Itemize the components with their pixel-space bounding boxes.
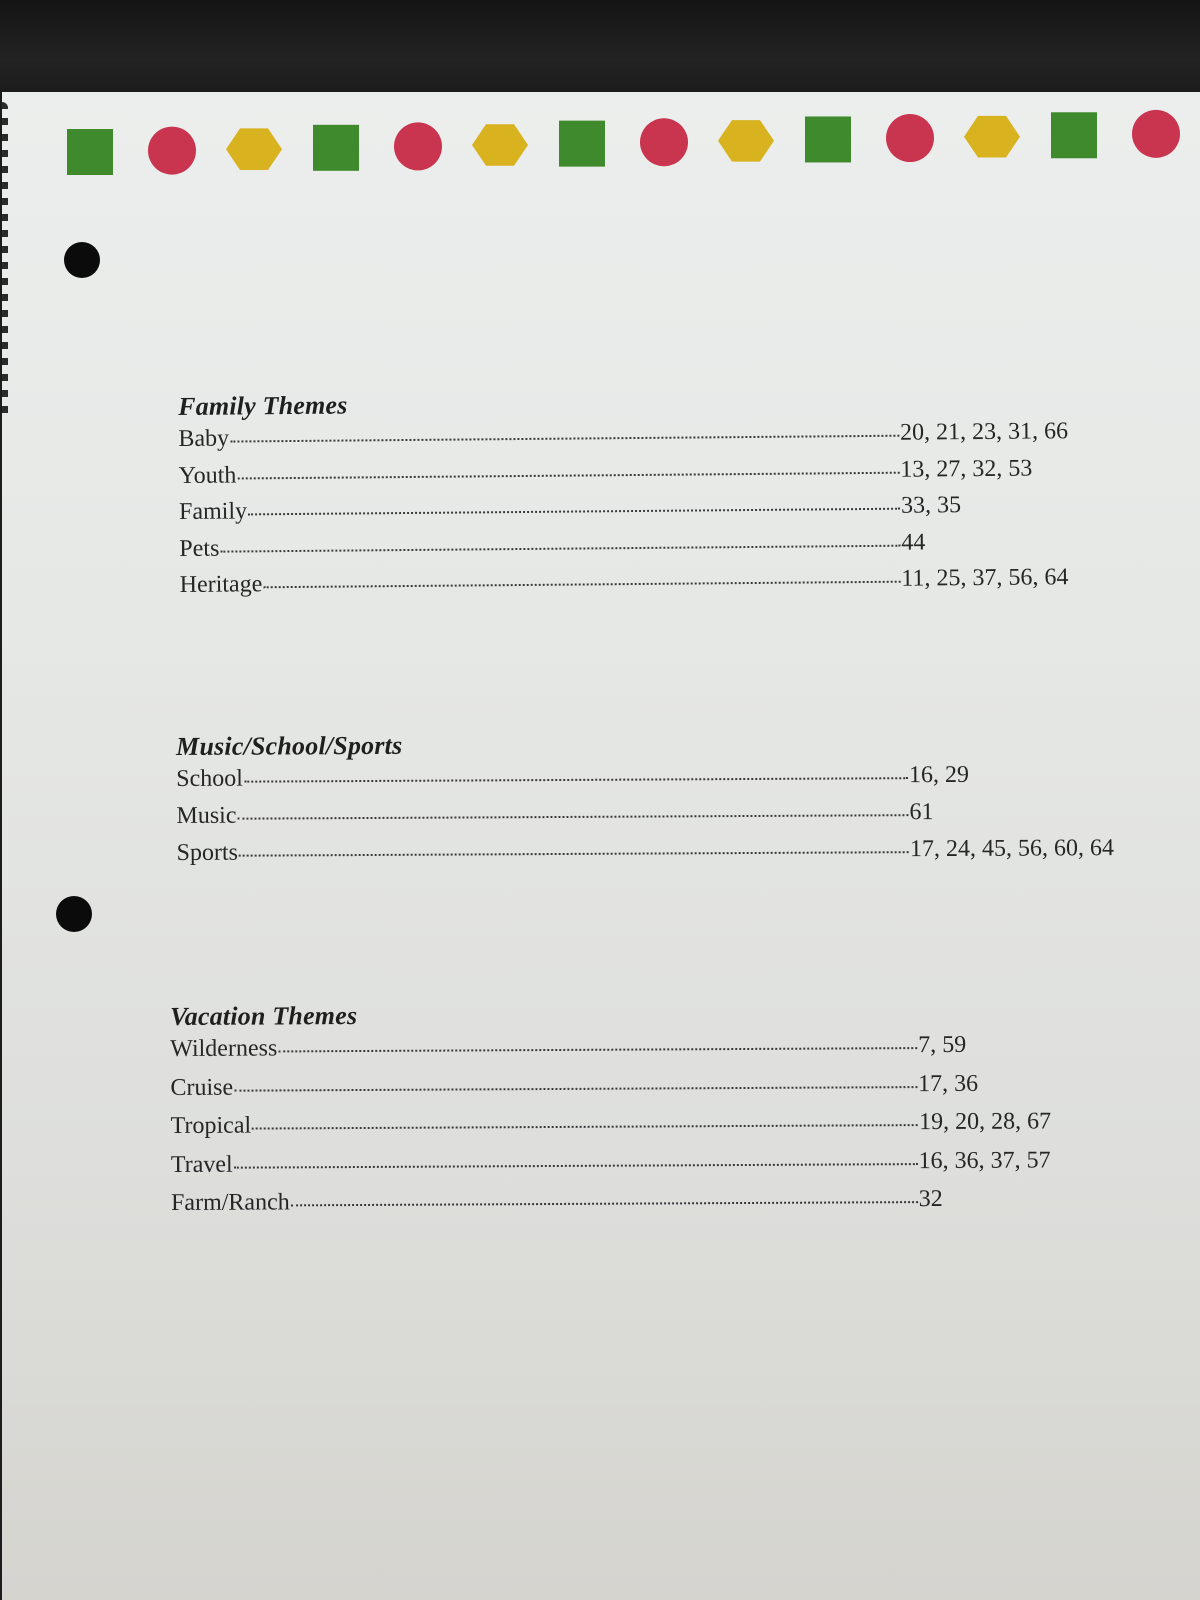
entry-label: Farm/Ranch (170, 1189, 290, 1216)
scrapbook-page (2, 92, 1200, 1600)
entry-pages: 20, 21, 23, 31, 66 (899, 418, 1069, 446)
dot-leader (248, 508, 900, 516)
entry-pages: 11, 25, 37, 56, 64 (901, 564, 1069, 592)
entry-label: Wilderness (170, 1035, 278, 1062)
entry-label: Pets (179, 535, 220, 562)
index-entry (171, 1108, 1111, 1151)
punch-hole (56, 896, 92, 932)
entry-pages: 61 (909, 799, 934, 826)
dot-leader (278, 1047, 917, 1052)
circle-shape-icon (394, 122, 442, 170)
index-entry (180, 564, 1120, 609)
dot-leader (234, 1086, 917, 1092)
section-title: Music/School/Sports (176, 730, 403, 761)
dot-leader (220, 544, 900, 552)
entry-label: Sports (176, 839, 239, 866)
circle-shape-icon (1132, 110, 1180, 158)
entry-label: Baby (178, 425, 230, 452)
entry-label: Cruise (170, 1074, 234, 1101)
entry-pages: 17, 24, 45, 56, 60, 64 (909, 835, 1115, 863)
entry-label: Tropical (170, 1112, 252, 1139)
hexagon-shape-icon (964, 116, 1020, 158)
entry-label: Music (176, 802, 237, 829)
index-entry (176, 761, 1176, 803)
dot-leader (237, 471, 899, 479)
section-music-school-sports (176, 727, 1177, 877)
shape-border-svg (2, 92, 1200, 202)
entry-label: Family (178, 498, 248, 525)
section-vacation-themes (170, 997, 1111, 1228)
circle-shape-icon (640, 118, 688, 166)
index-entry (177, 835, 1177, 877)
square-shape-icon (805, 116, 851, 162)
entry-pages: 32 (918, 1185, 943, 1213)
index-entry (170, 1031, 1110, 1074)
punch-hole (64, 242, 100, 278)
index-entry (170, 1070, 1110, 1113)
entry-pages: 13, 27, 32, 53 (900, 455, 1033, 483)
dot-leader (230, 435, 899, 443)
entry-pages: 16, 36, 37, 57 (918, 1146, 1051, 1174)
entry-pages: 44 (901, 528, 926, 556)
desk-background (0, 0, 1200, 100)
entry-pages: 7, 59 (918, 1031, 967, 1059)
entry-pages: 17, 36 (918, 1070, 979, 1097)
square-shape-icon (559, 121, 605, 167)
hexagon-shape-icon (226, 128, 282, 170)
circle-shape-icon (148, 127, 196, 175)
entry-label: Heritage (179, 571, 263, 598)
dot-leader (252, 1124, 918, 1129)
hexagon-shape-icon (718, 120, 774, 162)
square-shape-icon (67, 129, 113, 175)
entry-label: Travel (170, 1151, 233, 1178)
index-entry (176, 798, 1176, 840)
dot-leader (244, 777, 908, 782)
index-entry (171, 1147, 1111, 1190)
entry-pages: 33, 35 (900, 492, 962, 519)
dot-leader (239, 851, 909, 857)
entry-label: School (176, 765, 243, 792)
dot-leader (234, 1163, 918, 1169)
dot-leader (263, 581, 900, 589)
section-title: Family Themes (178, 390, 348, 421)
square-shape-icon (1051, 112, 1097, 158)
circle-shape-icon (886, 114, 934, 162)
entry-label: Youth (178, 461, 237, 489)
dot-leader (291, 1201, 918, 1206)
entry-pages: 16, 29 (908, 761, 969, 789)
square-shape-icon (313, 125, 359, 171)
index-entry (171, 1185, 1111, 1228)
decorative-shape-border (2, 92, 1200, 202)
section-family-themes (178, 384, 1120, 609)
dot-leader (237, 814, 908, 820)
section-title: Vacation Themes (170, 1001, 358, 1031)
entry-pages: 19, 20, 28, 67 (919, 1108, 1052, 1136)
hexagon-shape-icon (472, 124, 528, 166)
